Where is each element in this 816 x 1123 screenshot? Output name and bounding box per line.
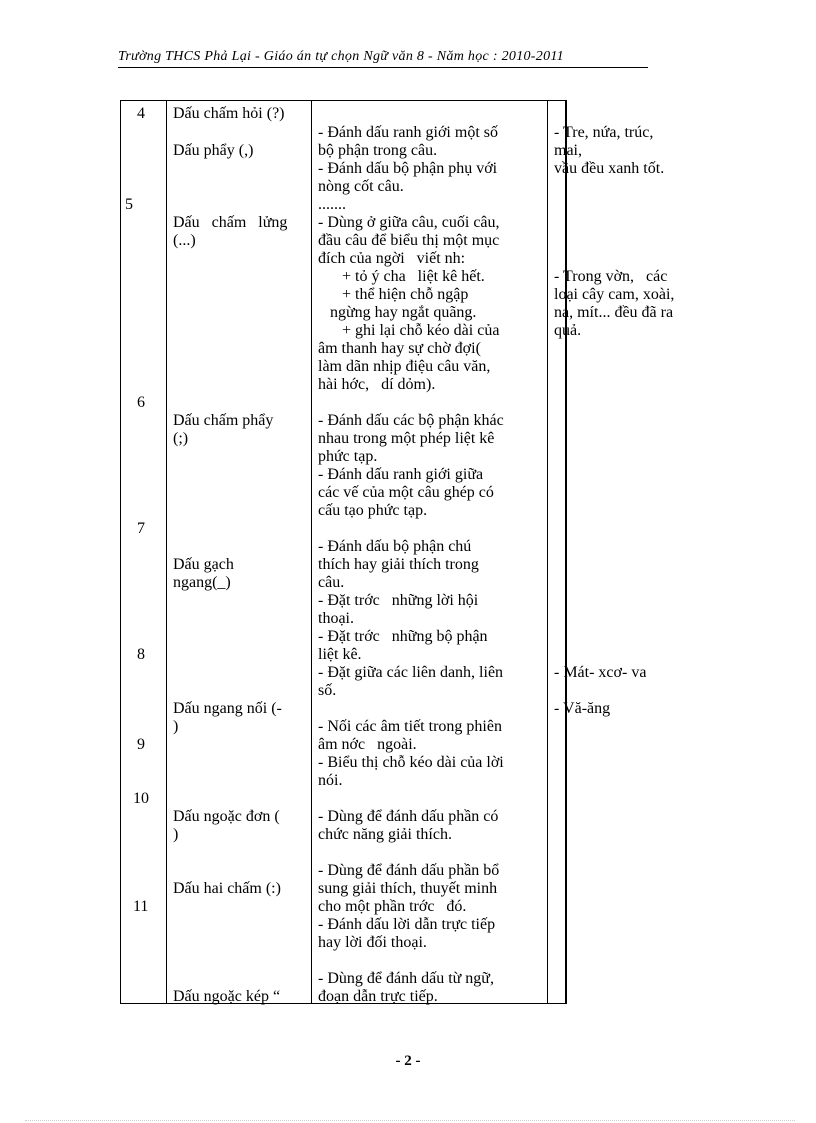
punctuation-name: Dấu ngoặc kép “ [173, 988, 281, 1005]
usage-block [318, 718, 540, 790]
usage-block [318, 538, 540, 700]
punctuation-name [173, 808, 308, 844]
usage-line: - Dùng để đánh dấu phần bổ [318, 862, 500, 879]
usage-line: hay lời đối thoại. [318, 934, 427, 951]
example-line: - Tre, nứa, trúc, [554, 124, 654, 141]
usage-block [318, 412, 540, 520]
table-column-divider [547, 100, 548, 1004]
punctuation-name [173, 556, 308, 592]
usage-line: - Đánh dấu ranh giới giữa [318, 466, 484, 483]
name-line: Dấu chấm lửng [173, 214, 288, 231]
usage-line: âm thanh hay sự chờ đợi( [318, 340, 481, 357]
usage-line: - Đặt trớc những bộ phận [318, 628, 488, 645]
usage-block [318, 808, 540, 844]
usage-line: đầu câu để biểu thị một mục [318, 232, 500, 249]
example-line: - Vă-ăng [554, 700, 611, 717]
example-block [554, 124, 696, 178]
example-line: - Trong vờn, các [554, 268, 668, 285]
usage-line: phức tạp. [318, 448, 378, 465]
usage-line: số. [318, 682, 337, 699]
row-number: 5 [125, 196, 133, 213]
usage-line: + thể hiện chỗ ngập [318, 286, 469, 303]
usage-line: làm dãn nhịp điệu câu văn, [318, 358, 491, 375]
usage-line: + tỏ ý cha liệt kê hết. [318, 268, 485, 285]
example-line: loại cây cam, xoài, [554, 286, 675, 303]
usage-line: chức năng giải thích. [318, 826, 452, 843]
usage-line: ngừng hay ngắt quãng. [318, 304, 477, 321]
usage-line: ....... [318, 196, 346, 213]
table-top-border [120, 100, 566, 101]
usage-line: - Nối các âm tiết trong phiên [318, 718, 502, 735]
punctuation-name: Dấu phẩy (,) [173, 142, 254, 159]
usage-line: thoại. [318, 610, 354, 627]
example-line: mai, [554, 142, 582, 159]
table-right-border [566, 100, 567, 1004]
usage-block [318, 970, 540, 1006]
usage-line: - Dùng để đánh dấu phần có [318, 808, 499, 825]
punctuation-name: Dấu hai chấm (:) [173, 880, 281, 897]
example-line: quả. [554, 322, 582, 339]
usage-line: đích của ngời viết nh: [318, 250, 466, 267]
punctuation-name [173, 700, 308, 736]
punctuation-name: Dấu chấm hỏi (?) [173, 105, 285, 122]
name-line: Dấu ngang nối (- [173, 700, 282, 717]
usage-block [318, 862, 540, 952]
example-line: vầu đều xanh tốt. [554, 160, 665, 177]
punctuation-name [173, 412, 308, 448]
usage-line: - Dùng ở giữa câu, cuối câu, [318, 214, 500, 231]
usage-line: nói. [318, 772, 343, 789]
name-line: Dấu chấm phẩy [173, 412, 274, 429]
usage-line: - Đánh dấu bộ phận chú [318, 538, 472, 555]
table-column-divider [311, 100, 312, 1004]
example-line: - Mát- xcơ- va [554, 664, 647, 681]
row-number: 6 [137, 394, 145, 411]
row-number: 11 [133, 898, 149, 915]
example-block [554, 664, 696, 682]
usage-line: - Đánh dấu bộ phận phụ với [318, 160, 498, 177]
usage-line: - Đánh dấu lời dẫn trực tiếp [318, 916, 496, 933]
row-number: 4 [137, 105, 145, 122]
usage-line: - Đặt trớc những lời hội [318, 592, 479, 609]
usage-line: đoạn dẫn trực tiếp. [318, 988, 438, 1005]
table-column-divider [166, 100, 167, 1004]
usage-line: thích hay giải thích trong [318, 556, 479, 573]
name-line: ) [173, 826, 179, 843]
usage-line: cho một phần trớc đó. [318, 898, 467, 915]
usage-line: liệt kê. [318, 646, 362, 663]
usage-line: - Đặt giữa các liên danh, liên [318, 664, 504, 681]
usage-line: bộ phận trong câu. [318, 142, 438, 159]
row-number: 9 [137, 736, 145, 753]
page-header: Trường THCS Phả Lại - Giáo án tự chọn Ngữ văn 8 - Năm học : 2010-2011 [118, 49, 564, 64]
row-number: 7 [137, 520, 145, 537]
usage-line: - Đánh dấu ranh giới một số [318, 124, 498, 141]
row-number: 8 [137, 646, 145, 663]
example-block [554, 700, 696, 718]
usage-line: hài hớc, dí dỏm). [318, 376, 436, 393]
usage-line: âm nớc ngoài. [318, 736, 417, 753]
name-line: ) [173, 718, 179, 735]
example-block [554, 268, 696, 340]
example-line: na, mít... đều đã ra [554, 304, 674, 321]
usage-line: - Đánh dấu các bộ phận khác [318, 412, 504, 429]
usage-line: câu. [318, 574, 345, 591]
usage-block [318, 214, 540, 394]
usage-line: nòng cốt câu. [318, 178, 404, 195]
name-line: (...) [173, 232, 196, 249]
name-line: Dấu ngoặc đơn ( [173, 808, 280, 825]
usage-line: + ghi lại chỗ kéo dài của [318, 322, 500, 339]
page-number: - 2 - [395, 1053, 421, 1069]
name-line: (;) [173, 430, 189, 447]
usage-line: - Biểu thị chỗ kéo dài của lời [318, 754, 504, 771]
name-line: ngang(_) [173, 574, 231, 591]
usage-line: - Dùng để đánh dấu từ ngữ, [318, 970, 494, 987]
usage-line: nhau trong một phép liệt kê [318, 430, 495, 447]
header-rule [118, 67, 648, 68]
usage-line: các vế của một câu ghép có [318, 484, 494, 501]
usage-line: sung giải thích, thuyết minh [318, 880, 498, 897]
row-number: 10 [133, 790, 149, 807]
usage-line: cấu tạo phức tạp. [318, 502, 428, 519]
page-bottom-rule [25, 1120, 795, 1121]
usage-block [318, 124, 540, 214]
name-line: Dấu gạch [173, 556, 234, 573]
punctuation-name [173, 214, 308, 250]
